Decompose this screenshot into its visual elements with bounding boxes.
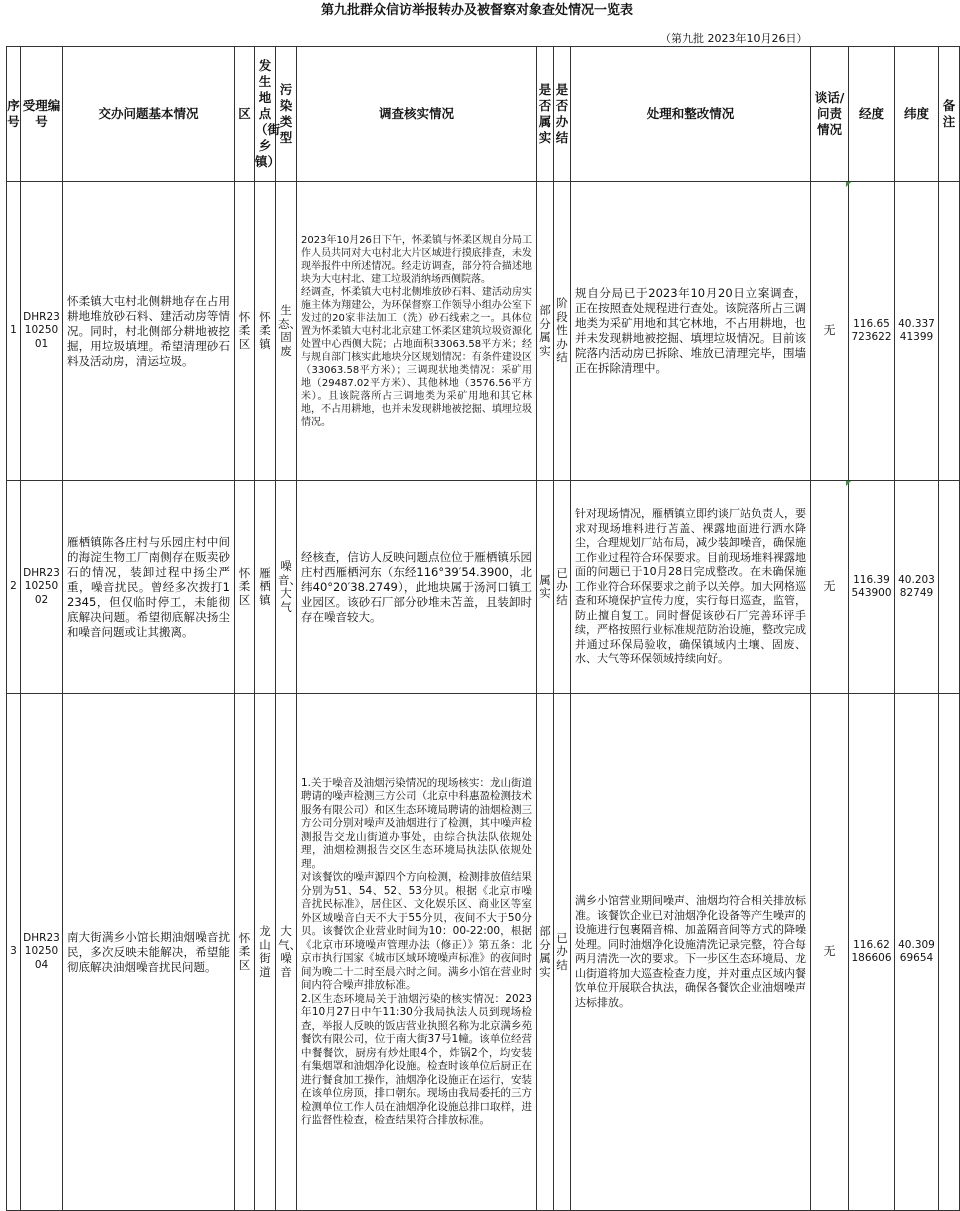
cell-remarks — [939, 694, 960, 1211]
cell-district: 怀柔区 — [235, 694, 255, 1211]
cell-latitude: 40.20382749 — [895, 481, 939, 694]
header-receipt-no: 受理编号 — [21, 47, 63, 182]
header-handling: 处理和整改情况 — [571, 47, 811, 182]
header-latitude: 纬度 — [895, 47, 939, 182]
cell-investigation: 经核查，信访人反映问题点位位于雁栖镇乐园庄村西雁栖河东（东经116°39′54.3900，北纬40°20′38.2749），此地块属于汤河口镇工业园区。该砂石厂部分砂堆未苫盖，且装卸时存在噪音较大。 — [297, 481, 537, 694]
cell-longitude: 116.62186606 — [849, 694, 895, 1211]
cell-verified: 部分属实 — [537, 694, 554, 1211]
cell-comment-marker — [846, 182, 851, 187]
header-closed: 是否办结 — [554, 47, 571, 182]
cell-comment-marker — [846, 481, 851, 486]
cell-remarks — [939, 182, 960, 481]
cell-closed: 已办结 — [554, 694, 571, 1211]
cell-verified: 属实 — [537, 481, 554, 694]
header-verified: 是否属实 — [537, 47, 554, 182]
cell-location: 龙山街道 — [255, 694, 276, 1211]
header-longitude: 经度 — [849, 47, 895, 182]
cell-latitude: 40.33741399 — [895, 182, 939, 481]
header-district: 区 — [235, 47, 255, 182]
table-row — [7, 481, 960, 694]
cell-closed: 阶段性办结 — [554, 182, 571, 481]
header-seq: 序号 — [7, 47, 21, 182]
cell-handling: 满乡小馆营业期间噪声、油烟均符合相关排放标准。该餐饮企业已对油烟净化设备等产生噪声的设施进行包裹隔音棉、加盖隔音间等方式的降噪处理。同时油烟净化设施清洗记录完整，符合每两月清洗一次的要求。下一步区生态环境局、龙山街道将加大巡查检查力度，并对重点区域内餐饮单位开展联合执法，确保各餐饮企业油烟噪声达标排放。 — [571, 694, 811, 1211]
cell-pollution-type: 噪音、大气 — [276, 481, 297, 694]
cell-pollution-type: 生态、固废 — [276, 182, 297, 481]
cell-receipt-no: DHR231025002 — [21, 481, 63, 694]
cell-handling: 规自分局已于2023年10月20日立案调查，正在按照查处规程进行查处。该院落所占三调地类为采矿用地和其它林地，不占用耕地，也并未发现耕地被挖掘、填埋垃圾情况。目前该院落内活动房已拆除、堆放已清理完毕，围墙正在拆除清理中。 — [571, 182, 811, 481]
batch-date: （第九批 2023年10月26日） — [660, 32, 808, 45]
page-title: 第九批群众信访举报转办及被督察对象查处情况一览表 — [320, 3, 633, 18]
cell-handling: 针对现场情况，雁栖镇立即约谈厂站负责人，要求对现场堆料进行苫盖、裸露地面进行洒水降尘，合理规划厂站布局，减少装卸噪音，确保施工作业过程符合环保要求。目前现场堆料裸露地面的问题已于10月28日完成整改。在未确保施工作业符合环保要求之前予以关停。加大网格巡查和环境保护宣传力度，实行每日巡查，监管，防止擅自复工。同时督促该砂石厂完善环评手续，严格按照行业标准规范防治设施，整改完成并通过环保局验收，确保镇域内土壤、固废、水、大气等环保领域持续向好。 — [571, 481, 811, 694]
cell-issue: 雁栖镇陈各庄村与乐园庄村中间的海淀生物工厂南侧存在贩卖砂石的情况，装卸过程中扬尘严重，噪音扰民。曾经多次拨打12345，但仅临时停工，未能彻底解决问题。希望彻底解决扬尘和噪音问题或让其搬离。 — [63, 481, 235, 694]
cell-closed: 已办结 — [554, 481, 571, 694]
cell-longitude: 116.39543900 — [849, 481, 895, 694]
cell-verified: 部分属实 — [537, 182, 554, 481]
header-issue: 交办问题基本情况 — [63, 47, 235, 182]
cell-receipt-no: DHR231025004 — [21, 694, 63, 1211]
cell-issue: 怀柔镇大屯村北侧耕地存在占用耕地堆放砂石料、建活动房等情况。同时，村北侧部分耕地被挖掘，用垃圾填埋。希望清理砂石料及活动房，清运垃圾。 — [63, 182, 235, 481]
cell-investigation: 2023年10月26日下午，怀柔镇与怀柔区规自分局工作人员共同对大屯村北大片区域进行摸底排查，未发现举报件中所述情况。经走访调查，部分符合描述地块为大屯村北、建工垃圾消纳场西侧院落。 经调查，怀柔镇大屯村北侧堆放砂石料、建活动房实施主体为翔建公，为环保督察工作领导小组办公室下发过的20家非法加工（洗）砂石线索之一。具体位置为怀柔镇大屯村北北京建工怀柔区建筑垃圾资源化处置中心西侧大院；占地面积33063.58平方米；经与规自部门核实此地块分区规划情况：有条件建设区（33063.58平方米）；三调现状地类情况：采矿用地（29487.02平方米）、其他林地（3576.56平方米）。且该院落所占三调地类为采矿用地和其它林地，不占用耕地，也并未发现耕地被挖掘、填埋垃圾情况。 — [297, 182, 537, 481]
cell-accountability: 无 — [811, 182, 849, 481]
header-accountability: 谈话/问责情况 — [811, 47, 849, 182]
header-location: 发生地点（街乡镇） — [255, 47, 276, 182]
table-row — [7, 694, 960, 1211]
cell-location: 怀柔镇 — [255, 182, 276, 481]
table-header-row — [7, 47, 960, 182]
cell-accountability: 无 — [811, 694, 849, 1211]
cell-longitude: 116.65723622 — [849, 182, 895, 481]
cell-seq: 2 — [7, 481, 21, 694]
cell-district: 怀柔区 — [235, 182, 255, 481]
cell-district: 怀柔区 — [235, 481, 255, 694]
cell-location: 雁栖镇 — [255, 481, 276, 694]
header-investigation: 调查核实情况 — [297, 47, 537, 182]
cell-seq: 1 — [7, 182, 21, 481]
cell-latitude: 40.30969654 — [895, 694, 939, 1211]
table-row — [7, 182, 960, 481]
header-remarks: 备注 — [939, 47, 960, 182]
cell-accountability: 无 — [811, 481, 849, 694]
cell-pollution-type: 大气、噪音 — [276, 694, 297, 1211]
cell-receipt-no: DHR231025001 — [21, 182, 63, 481]
cell-seq: 3 — [7, 694, 21, 1211]
cell-remarks — [939, 481, 960, 694]
cell-issue: 南大街满乡小馆长期油烟噪音扰民，多次反映未能解决，希望能彻底解决油烟噪音扰民问题。 — [63, 694, 235, 1211]
cell-investigation: 1.关于噪音及油烟污染情况的现场核实：龙山街道聘请的噪声检测三方公司（北京中科惠盈检测技术服务有限公司）和区生态环境局聘请的油烟检测三方公司分别对噪声及油烟进行了检测，其中噪声检测报告交龙山街道办事处，由综合执法队依规处理，油烟检测报告交区生态环境局执法队依规处理。 对该餐饮的噪声源四个方向检测，检测排放值结果分别为51、54、52、53分贝。根据《北京市噪音扰民标准》，居住区、文化娱乐区、商业区等室外区域噪音白天不大于55分贝，夜间不大于50分贝。该餐饮企业营业时间为10：00-22:00，根据《北京市环境噪声管理办法（修正）》第五条：北京市执行国家《城市区域环境噪声标准》的夜间时间为晚二十二时至晨六时之间。满乡小馆在营业时间内符合噪声排放标准。 2.区生态环境局关于油烟污染的核实情况：2023年10月27日中午11:30分我局执法人员到现场检查，举报人反映的饭店营业执照名称为北京满乡苑餐饮有限公司，位于南大街37号1幢。该单位经营中餐餐饮，厨房有炒灶眼4个，炸锅2个，均安装有集烟罩和油烟净化设施。检查时该单位后厨正在进行餐食加工操作，油烟净化设施正在运行，安装在该单位房顶，排口朝东。现场由我局委托的三方检测单位工作人员在油烟净化设施总排口取样，进行监督性检查，检查结果符合排放标准。 — [297, 694, 537, 1211]
records-table — [6, 46, 960, 1211]
header-pollution-type: 污染类型 — [276, 47, 297, 182]
